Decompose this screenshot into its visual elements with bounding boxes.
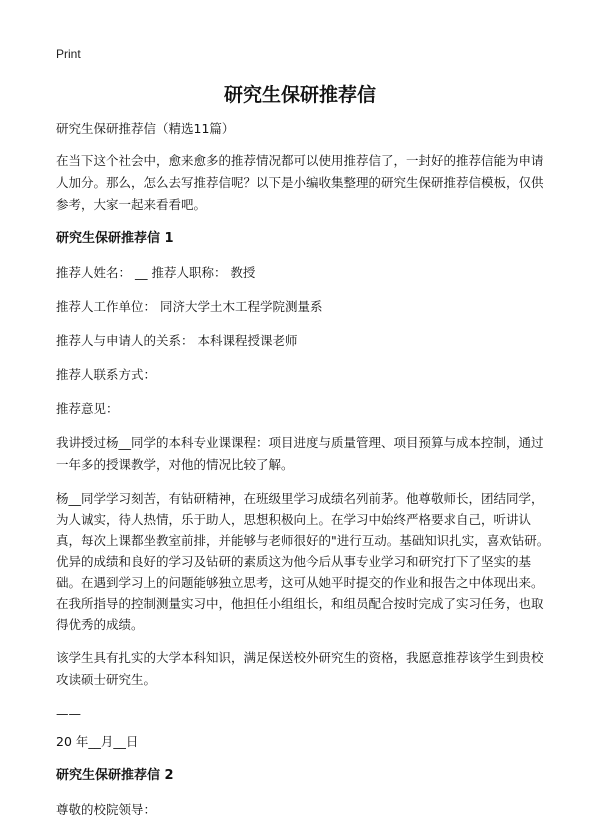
recommender-contact-line: 推荐人联系方式： xyxy=(56,367,157,382)
article-body xyxy=(56,118,550,833)
recommender-relation-line: 推荐人与申请人的关系： 本科课程授课老师 xyxy=(56,333,298,348)
letter-1-paragraph-3: 该学生具有扎实的大学本科知识，满足保送校外研究生的资格，我愿意推荐该学生到贵校攻读硕士研究生。 xyxy=(56,650,544,687)
letter-1-paragraph-1: 我讲授过杨__同学的本科专业课课程：项目进度与质量管理、项目预算与成本控制，通过一年多的授课教学，对他的情况比较了解。 xyxy=(56,435,544,472)
letter-1-heading: 研究生保研推荐信 1 xyxy=(56,231,174,246)
letter-2-heading: 研究生保研推荐信 2 xyxy=(56,768,174,783)
recommender-name-line: 推荐人姓名： __ 推荐人职称： 教授 xyxy=(56,265,256,280)
letter-1-paragraph-2: 杨__同学学习刻苦，有钻研精神，在班级里学习成绩名列前茅。他尊敬师长，团结同学，为人诚实，待人热情，乐于助人，思想积极向上。在学习中始终严格要求自己，听讲认真，每次上课都坐教室前排，并能够与老师很好的"进行互动。基础知识扎实，喜欢钻研。优异的成绩和良好的学习及钻研的素质这为他今后从事专业学习和研究打下了坚实的基础。在遇到学习上的问题能够独立思考，这可从她平时提交的作业和报告之中体现出来。在我所指导的控制测量实习中，他担任小组组长，和组员配合按时完成了实习任务，也取得优秀的成绩。 xyxy=(56,491,550,632)
recommender-unit-line: 推荐人工作单位： 同济大学土木工程学院测量系 xyxy=(56,299,323,314)
date-line: 20 年__月__日 xyxy=(56,734,139,749)
page-title: 研究生保研推荐信 xyxy=(223,84,376,106)
print-link[interactable]: Print xyxy=(56,47,81,61)
intro-paragraph: 在当下这个社会中，愈来愈多的推荐情况都可以使用推荐信了，一封好的推荐信能为申请人加分。那么，怎么去写推荐信呢？以下是小编收集整理的研究生保研推荐信模板，仅供参考，大家一起来看看吧。 xyxy=(56,153,544,212)
signature-dash: —— xyxy=(56,706,81,721)
article-subtitle: 研究生保研推荐信（精选11篇） xyxy=(56,121,235,136)
recommender-opinion-line: 推荐意见： xyxy=(56,401,119,416)
letter-2-greeting: 尊敬的校院领导： xyxy=(56,802,157,817)
